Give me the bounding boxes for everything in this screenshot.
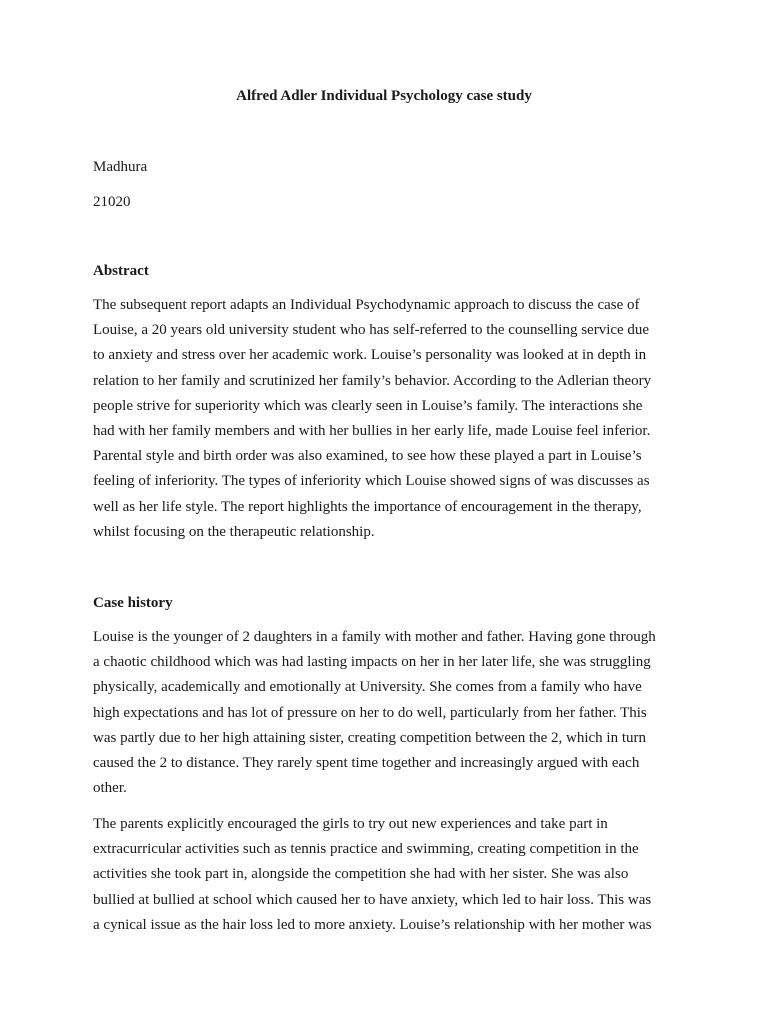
text-line: well as her life style. The report highlights the importance of encouragement in the therapy, (93, 498, 642, 515)
author-name: Madhura (93, 159, 148, 175)
document-title: Alfred Adler Individual Psychology case study (236, 88, 532, 104)
text-line: Louise is the younger of 2 daughters in a family with mother and father. Having gone through (93, 629, 656, 645)
text-line: high expectations and has lot of pressure on her to do well, particularly from her father. This (93, 704, 647, 721)
student-id: 21020 (93, 194, 131, 210)
text-line: whilst focusing on the therapeutic relationship. (93, 523, 375, 540)
text-line: a chaotic childhood which was had lasting impacts on her in her later life, she was struggling (93, 654, 651, 671)
text-line: extracurricular activities such as tennis practice and swimming, creating competition in the (93, 841, 639, 858)
text-line: a cynical issue as the hair loss led to more anxiety. Louise’s relationship with her mother was (93, 916, 652, 933)
case-history-paragraph-2 (93, 812, 683, 938)
text-line: Louise, a 20 years old university student who has self-referred to the counselling service due (93, 322, 650, 339)
text-line: bullied at bullied at school which caused her to have anxiety, which led to hair loss. This was (93, 891, 652, 908)
text-line: was partly due to her high attaining sister, creating competition between the 2, which in turn (93, 729, 647, 746)
text-line: feeling of inferiority. The types of inferiority which Louise showed signs of was discusses as (93, 473, 650, 490)
text-line: Parental style and birth order was also examined, to see how these played a part in Louise’s (93, 448, 642, 465)
text-line: activities she took part in, alongside the competition she had with her sister. She was also (93, 866, 629, 883)
case-history-heading: Case history (93, 595, 173, 611)
text-line: other. (93, 780, 127, 797)
text-line: caused the 2 to distance. They rarely spent time together and increasingly argued with each (93, 754, 640, 771)
text-line: to anxiety and stress over her academic work. Louise’s personality was looked at in depth in (93, 347, 647, 364)
text-line: The subsequent report adapts an Individual Psychodynamic approach to discuss the case of (93, 297, 640, 313)
abstract-paragraph (93, 293, 683, 545)
text-line: had with her family members and with her bullies in her early life, made Louise feel inferior. (93, 422, 651, 439)
text-line: physically, academically and emotionally at University. She comes from a family who have (93, 679, 642, 696)
text-line: The parents explicitly encouraged the girls to try out new experiences and take part in (93, 816, 608, 832)
text-line: relation to her family and scrutinized her family’s behavior. According to the Adlerian theory (93, 372, 652, 389)
abstract-heading: Abstract (93, 263, 149, 279)
case-history-paragraph-1 (93, 625, 683, 801)
text-line: people strive for superiority which was clearly seen in Louise’s family. The interactions she (93, 397, 643, 414)
